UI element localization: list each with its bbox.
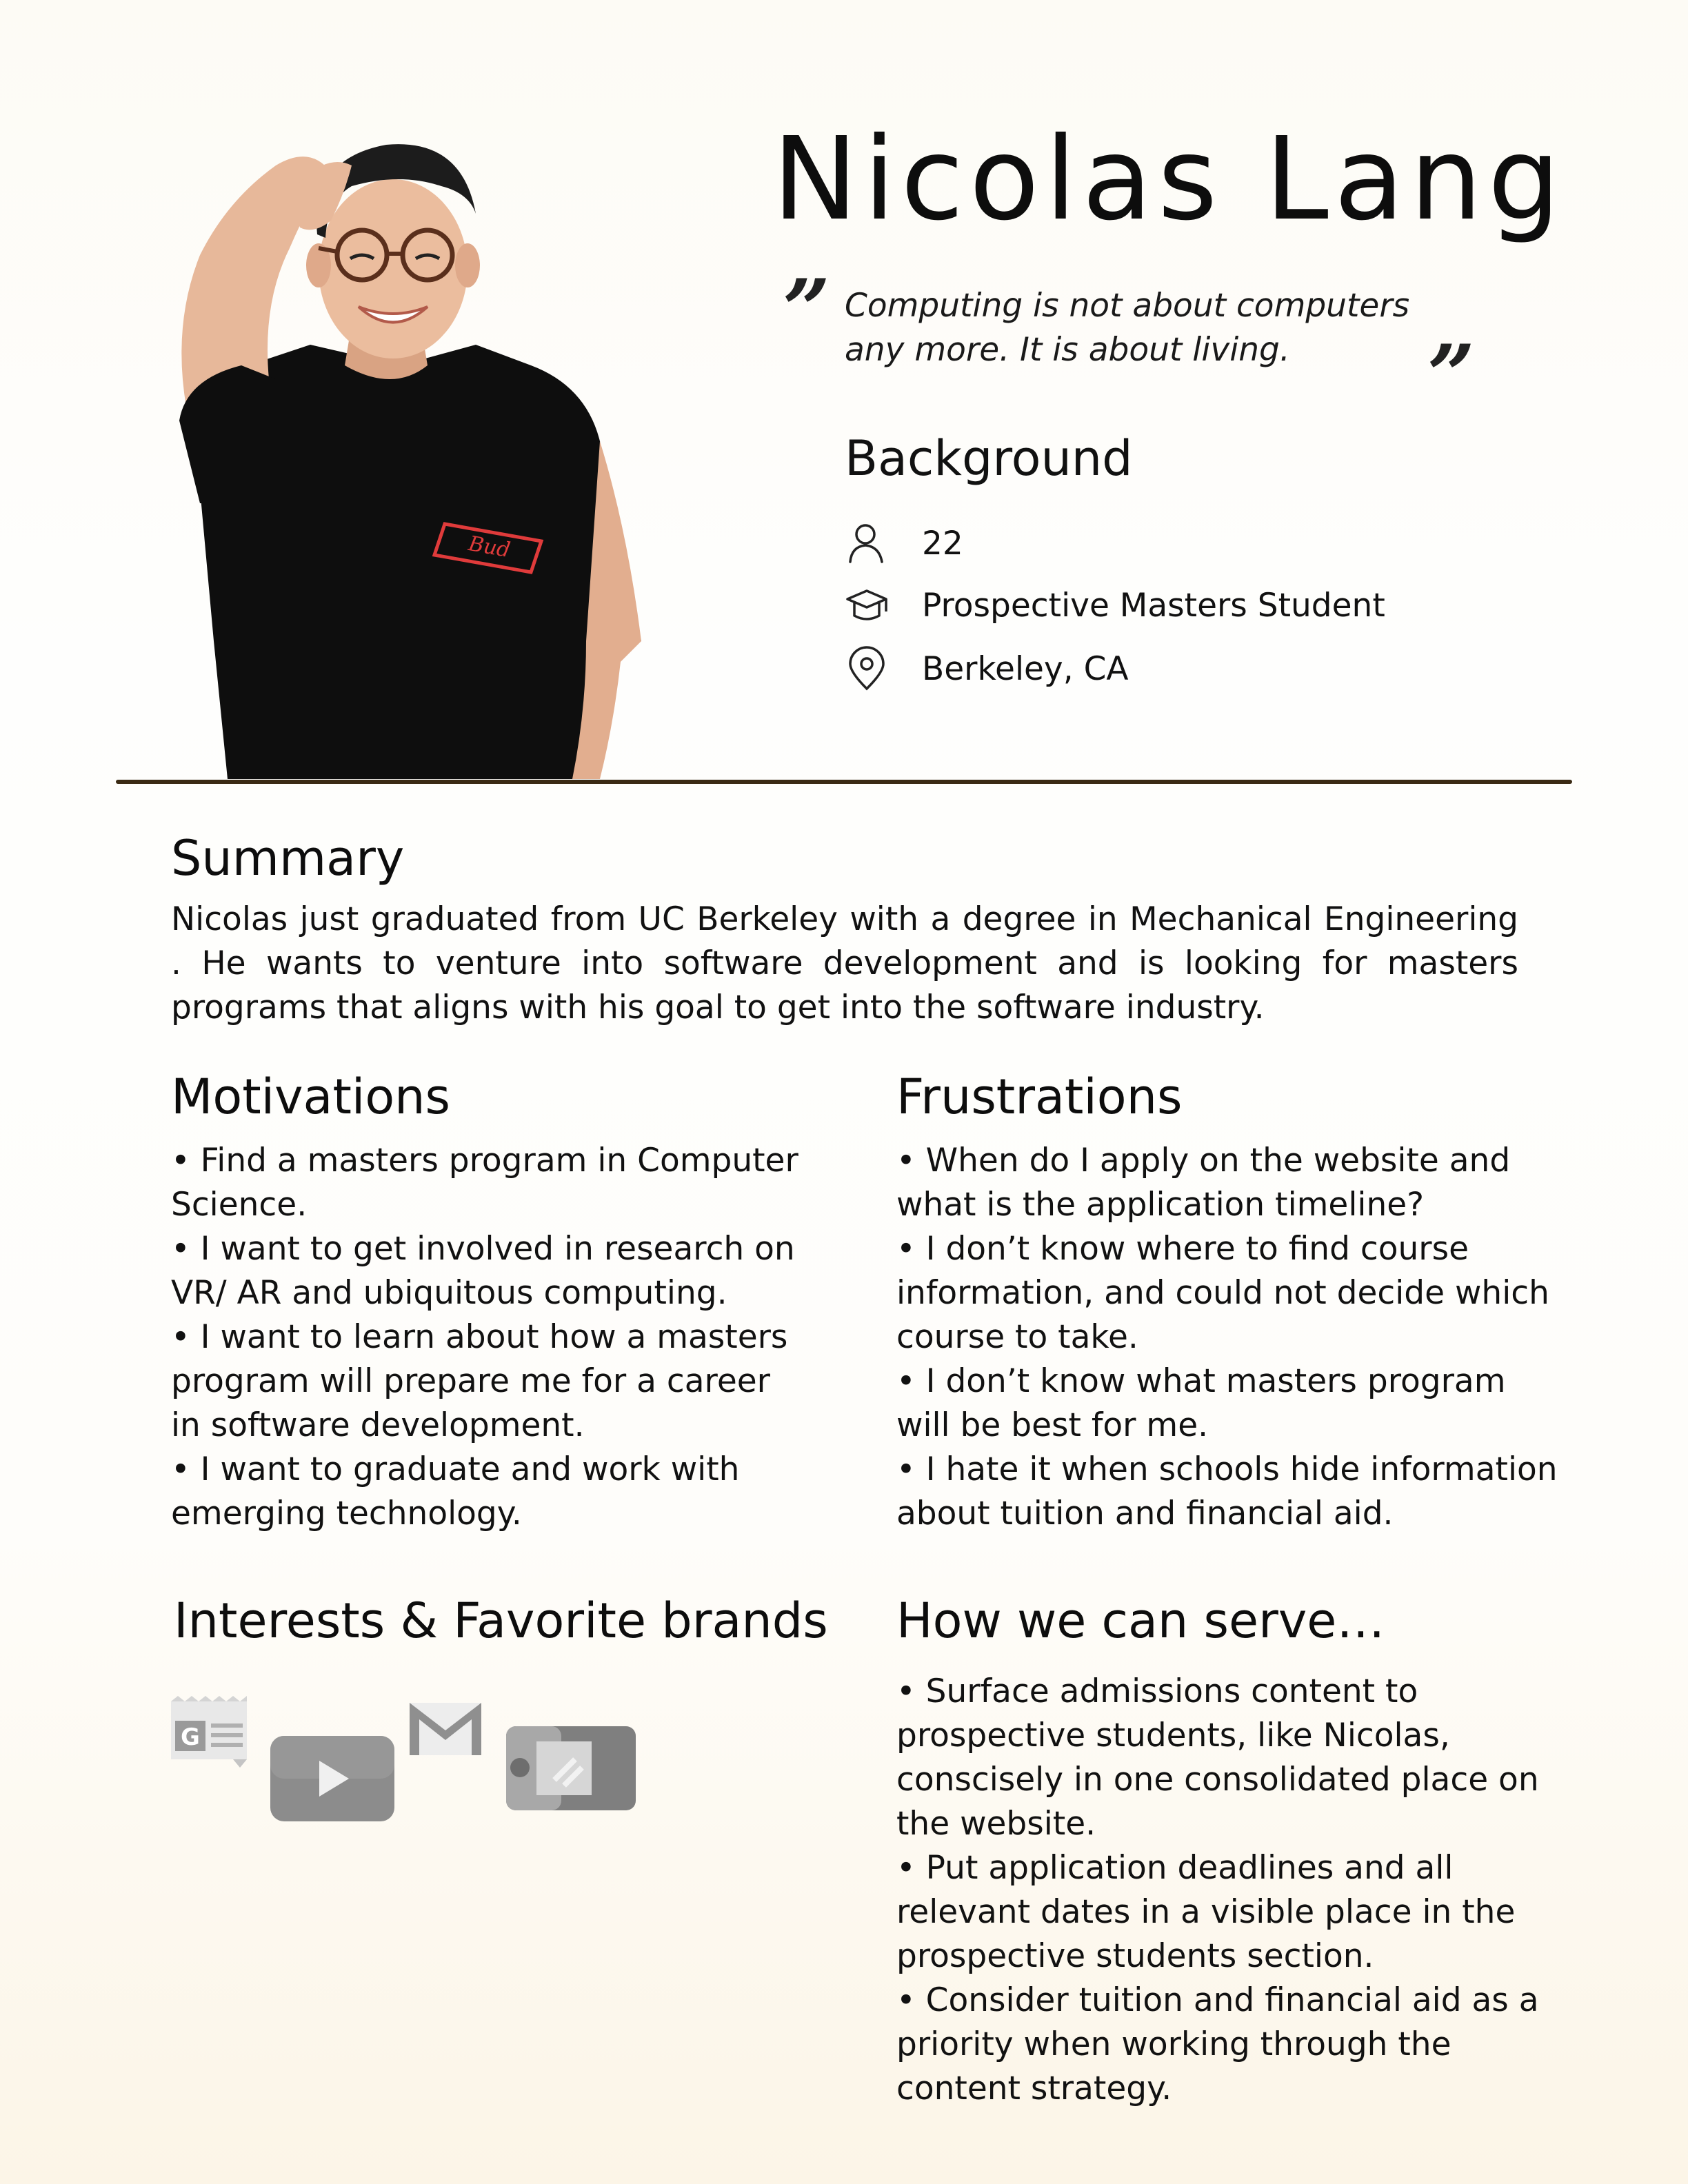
quote-close-icon: ” (1427, 327, 1476, 424)
list-item: • Find a masters program in Computer Science. (171, 1142, 798, 1224)
gmail-icon (410, 1703, 481, 1755)
google-news-icon (171, 1696, 247, 1768)
background-role-row (845, 578, 1385, 633)
shirt-logo-text: Bud (466, 532, 512, 563)
background-age-row (845, 516, 963, 571)
serve-list (896, 1670, 1558, 2111)
list-item: • Surface admissions content to prospective students, like Nicolas, conscisely in one consolidated place on the website. (896, 1672, 1539, 1843)
frustrations-list (896, 1139, 1558, 1536)
list-item: • I want to get involved in research on VR/ AR and ubiquitous computing. (171, 1230, 795, 1312)
graduation-cap-icon (845, 583, 890, 628)
summary-text: Nicolas just graduated from UC Berkeley with a degree in Mechanical Engineering . He wants to venture into software development and is looking for masters programs that aligns with his goal to get into the software industry. (171, 900, 1518, 1027)
news-letter: G (181, 1723, 200, 1751)
google-slides-icon (506, 1726, 636, 1810)
serve-title: How we can serve… (896, 1593, 1385, 1649)
background-location-row (845, 641, 1129, 696)
list-item: • I don’t know where to find course information, and could not decide which course to take. (896, 1230, 1549, 1356)
motivations-list (171, 1139, 805, 1536)
list-item: • When do I apply on the website and what is the application timeline? (896, 1142, 1511, 1224)
person-icon (845, 520, 890, 566)
interests-title: Interests & Favorite brands (174, 1593, 828, 1649)
persona-photo (172, 117, 669, 779)
header-divider (116, 780, 1572, 784)
youtube-icon (270, 1736, 394, 1821)
list-item: • I don’t know what masters program will be best for me. (896, 1362, 1506, 1444)
background-age: 22 (922, 524, 963, 563)
brand-icons (171, 1696, 640, 1827)
motivations-title: Motivations (171, 1069, 450, 1125)
summary-title: Summary (171, 830, 405, 887)
persona-name: Nicolas Lang (772, 113, 1567, 246)
list-item: • I want to learn about how a masters program will prepare me for a career in software development. (171, 1318, 788, 1444)
list-item: • I want to graduate and work with emerging technology. (171, 1450, 740, 1533)
location-pin-icon (845, 646, 890, 691)
frustrations-title: Frustrations (896, 1069, 1183, 1125)
quote-open-icon: ” (783, 261, 831, 358)
list-item: • Put application deadlines and all relevant dates in a visible place in the prospective students section. (896, 1849, 1516, 1975)
persona-quote: Computing is not about computers any more. It is about living. (845, 287, 1410, 369)
background-title: Background (845, 430, 1133, 487)
list-item: • I hate it when schools hide information about tuition and financial aid. (896, 1450, 1558, 1533)
background-role: Prospective Masters Student (922, 586, 1385, 625)
background-location: Berkeley, CA (922, 649, 1129, 688)
list-item: • Consider tuition and financial aid as a priority when working through the content strategy. (896, 1981, 1539, 2107)
